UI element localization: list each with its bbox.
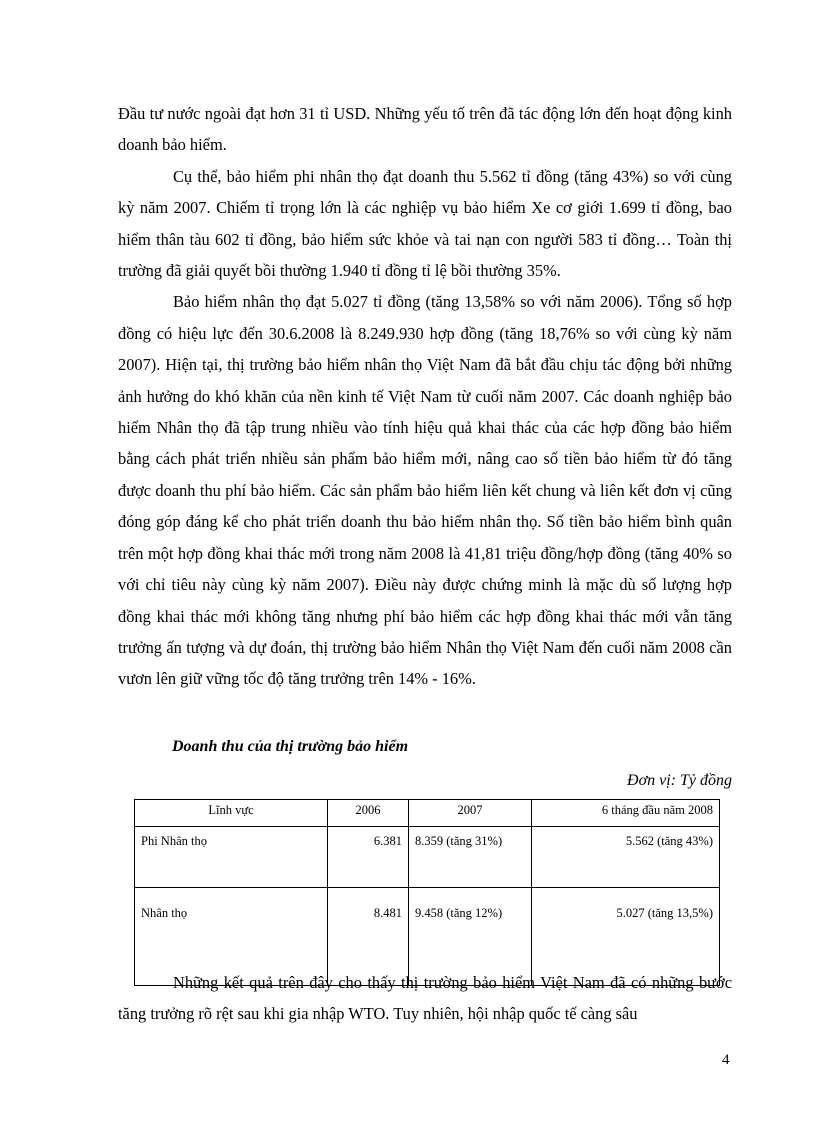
table-header-row — [135, 800, 720, 827]
body-text-before-table — [118, 98, 732, 695]
header-2007: 2007 — [409, 800, 532, 827]
cell-2006: 8.481 — [328, 888, 409, 986]
header-field: Lĩnh vực — [135, 800, 328, 827]
paragraph-conclusion: Những kết quả trên đây cho thấy thị trường bảo hiểm Việt Nam đã có những bước tăng trưởng rõ rệt sau khi gia nhập WTO. Tuy nhiên, hội nhập quốc tế càng sâu — [118, 973, 732, 1024]
cell-2006: 6.381 — [328, 827, 409, 888]
header-2008-h1: 6 tháng đầu năm 2008 — [532, 800, 720, 827]
table-row — [135, 827, 720, 888]
paragraph-intro: Đầu tư nước ngoài đạt hơn 31 tỉ USD. Những yếu tố trên đã tác động lớn đến hoạt động kinh doanh bảo hiểm. — [118, 104, 732, 155]
body-text-after-table — [118, 967, 732, 1030]
cell-2007: 9.458 (tăng 12%) — [409, 888, 532, 986]
paragraph-life-insurance: Bảo hiểm nhân thọ đạt 5.027 tỉ đồng (tăng 13,58% so với năm 2006). Tổng số hợp đồng có hiệu lực đến 30.6.2008 là 8.249.930 hợp đồng (tăng 18,76% so với cùng kỳ năm 2007). Hiện tại, thị trường bảo hiểm nhân thọ Việt Nam đã bắt đầu chịu tác động bởi những ảnh hưởng do khó khăn của nền kinh tế Việt Nam từ cuối năm 2007. Các doanh nghiệp bảo hiểm Nhân thọ đã tập trung nhiều vào tính hiệu quả khai thác của các hợp đồng bảo hiểm bằng cách phát triển nhiều sản phẩm bảo hiểm mới, nâng cao số tiền bảo hiểm từ đó tăng được doanh thu phí bảo hiểm. Các sản phẩm bảo hiểm liên kết chung và liên kết đơn vị cũng đóng góp đáng kể cho phát triển doanh thu bảo hiểm nhân thọ. Số tiền bảo hiểm bình quân trên một hợp đồng khai thác mới trong năm 2008 là 41,81 triệu đồng/hợp đồng (tăng 40% so với chỉ tiêu này cùng kỳ năm 2007). Điều này được chứng minh là mặc dù số lượng hợp đồng khai thác mới không tăng nhưng phí bảo hiểm các hợp đồng khai thác mới vẫn tăng trưởng ấn tượng và dự đoán, thị trường bảo hiểm Nhân thọ Việt Nam đến cuối năm 2008 cần vươn lên giữ vững tốc độ tăng trưởng trên 14% - 16%. — [118, 292, 732, 689]
cell-2008-h1: 5.027 (tăng 13,5%) — [532, 888, 720, 986]
paragraph-non-life-insurance: Cụ thể, bảo hiểm phi nhân thọ đạt doanh thu 5.562 tỉ đồng (tăng 43%) so với cùng kỳ năm 2007. Chiếm tỉ trọng lớn là các nghiệp vụ bảo hiểm Xe cơ giới 1.699 tỉ đồng, bao hiểm thân tàu 602 tỉ đồng, bảo hiểm sức khỏe và tai nạn con người 583 tỉ đồng… Toàn thị trường đã giải quyết bồi thường 1.940 tỉ đồng tỉ lệ bồi thường 35%. — [118, 166, 732, 281]
cell-2007: 8.359 (tăng 31%) — [409, 827, 532, 888]
cell-field: Nhân thọ — [135, 888, 328, 986]
cell-field: Phi Nhân thọ — [135, 827, 328, 888]
page-number: 4 — [722, 1052, 730, 1068]
table-caption: Doanh thu của thị trường bảo hiểm — [172, 738, 409, 755]
header-2006: 2006 — [328, 800, 409, 827]
cell-2008-h1: 5.562 (tăng 43%) — [532, 827, 720, 888]
table-unit: Đơn vị: Tỷ đồng — [627, 772, 732, 789]
revenue-table — [134, 799, 720, 986]
